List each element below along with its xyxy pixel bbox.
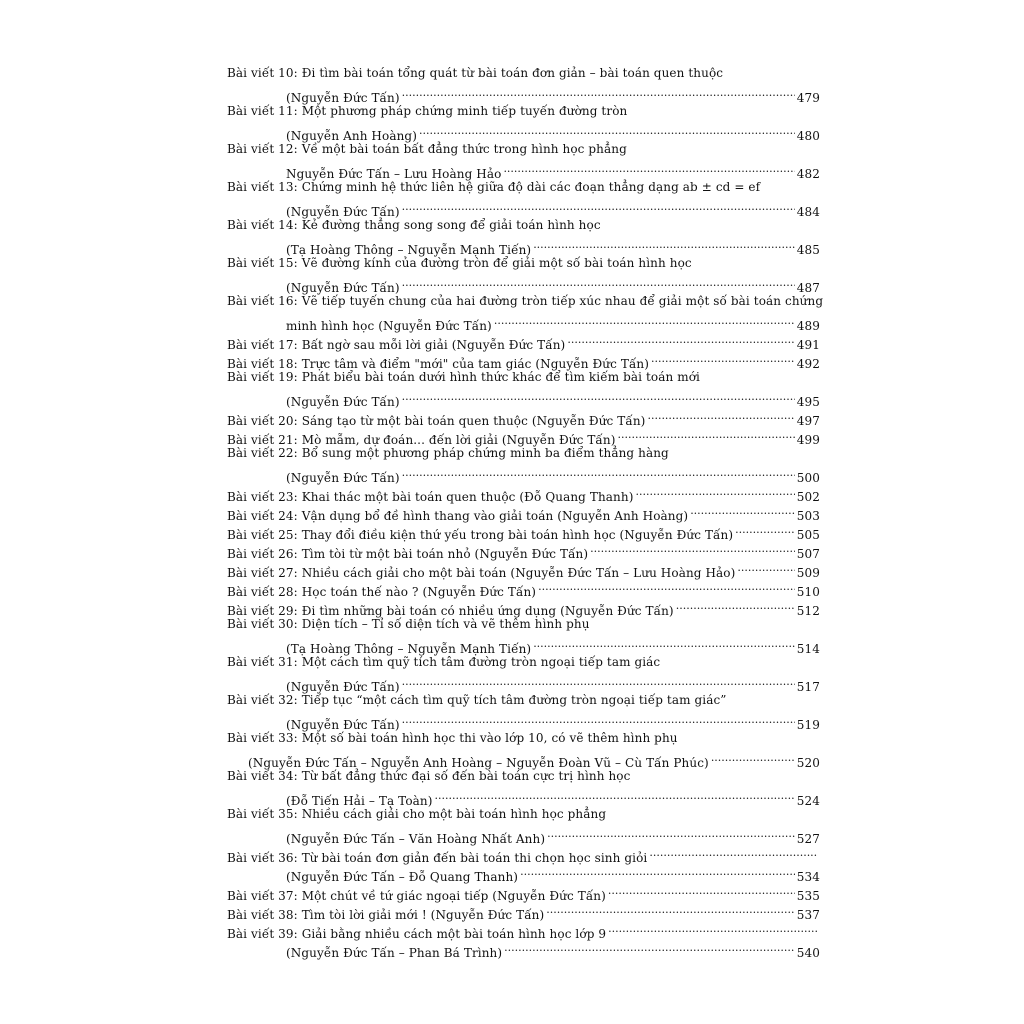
toc-page-number: 509	[796, 566, 820, 580]
leader-dots	[608, 919, 818, 938]
toc-entry-title: Bài viết 28: Học toán thế nào ? (Nguyễn Đức Tấn)	[227, 585, 537, 599]
leader-dots	[503, 159, 794, 178]
leader-dots	[636, 482, 795, 501]
toc-page-number: 489	[796, 319, 820, 333]
toc-page-number: 514	[796, 642, 820, 656]
toc-entry-title: Bài viết 15: Vẽ đường kính của đường tròn để giải một số bài toán hình học	[227, 256, 692, 270]
toc-entry-continuation	[227, 159, 820, 181]
toc-entry-author: (Nguyễn Đức Tấn)	[286, 395, 400, 409]
toc-page-number: 480	[796, 129, 820, 143]
leader-dots	[649, 843, 818, 862]
toc-entry-line	[227, 615, 820, 634]
leader-dots	[435, 786, 795, 805]
leader-dots	[402, 273, 795, 292]
toc-page-number: 524	[796, 794, 820, 808]
toc-page-number: 502	[796, 490, 820, 504]
toc-entry-continuation	[227, 121, 820, 143]
toc-entry-continuation	[227, 710, 820, 732]
toc-entry-title: Bài viết 34: Từ bất đẳng thức đại số đến bài toán cực trị hình học	[227, 769, 631, 783]
toc-page-number: 491	[796, 338, 820, 352]
toc-entry-line	[227, 368, 820, 387]
toc-page-number: 499	[796, 433, 820, 447]
toc-page-number: 512	[796, 604, 820, 618]
toc-entry-author: (Tạ Hoàng Thông – Nguyễn Mạnh Tiến)	[286, 642, 532, 656]
toc-entry-continuation	[227, 83, 820, 105]
leader-dots	[538, 577, 795, 596]
toc-entry-continuation	[227, 235, 820, 257]
toc-entry-line	[227, 64, 820, 83]
toc-entry-line	[227, 653, 820, 672]
leader-dots	[533, 235, 795, 254]
leader-dots	[608, 881, 795, 900]
leader-dots	[504, 938, 795, 957]
toc-page-number: 505	[796, 528, 820, 542]
toc-page-number: 527	[796, 832, 820, 846]
toc-entry-line	[227, 729, 820, 748]
toc-page-number: 519	[796, 718, 820, 732]
toc-entry-author: (Nguyễn Đức Tấn – Đỗ Quang Thanh)	[286, 870, 519, 884]
leader-dots	[494, 311, 795, 330]
leader-dots	[737, 558, 794, 577]
toc-entry-author: (Nguyễn Đức Tấn)	[286, 91, 400, 105]
toc-entry-author: (Nguyễn Đức Tấn)	[286, 471, 400, 485]
leader-dots	[711, 748, 795, 767]
toc-entry-author: (Nguyễn Đức Tấn)	[286, 680, 400, 694]
toc-entry-title: Bài viết 39: Giải bằng nhiều cách một bài toán hình học lớp 9	[227, 927, 607, 941]
leader-dots	[402, 672, 795, 691]
toc-entry-title: Bài viết 38: Tìm tòi lời giải mới ! (Nguyễn Đức Tấn)	[227, 908, 545, 922]
leader-dots	[546, 900, 795, 919]
toc-entry-line	[227, 178, 820, 197]
toc-entry-title: Bài viết 20: Sáng tạo từ một bài toán quen thuộc (Nguyễn Đức Tấn)	[227, 414, 646, 428]
toc-entry-line	[227, 767, 820, 786]
toc-entry-continuation	[227, 311, 820, 333]
toc-page-number: 495	[796, 395, 820, 409]
toc-page-number: 510	[796, 585, 820, 599]
toc-entry-continuation	[227, 634, 820, 656]
toc-page-number: 497	[796, 414, 820, 428]
toc-page-number: 535	[796, 889, 820, 903]
leader-dots	[547, 824, 795, 843]
toc-entry-title: Bài viết 26: Tìm tòi từ một bài toán nhỏ (Nguyễn Đức Tấn)	[227, 547, 589, 561]
toc-page-number: 482	[796, 167, 820, 181]
toc-page-number: 534	[796, 870, 820, 884]
toc-page-number: 484	[796, 205, 820, 219]
toc-entry-line	[227, 102, 820, 121]
toc-entry-author: (Nguyễn Đức Tấn)	[286, 718, 400, 732]
toc-entry-line	[227, 805, 820, 824]
toc-entry-title: Bài viết 30: Diện tích – Tỉ số diện tích và vẽ thêm hình phụ	[227, 617, 590, 631]
toc-entry-title: Bài viết 33: Một số bài toán hình học thi vào lớp 10, có vẽ thêm hình phụ	[227, 731, 678, 745]
leader-dots	[618, 425, 795, 444]
toc-entry-title: Bài viết 37: Một chút về tứ giác ngoại tiếp (Nguyễn Đức Tấn)	[227, 889, 606, 903]
leader-dots	[676, 596, 795, 615]
toc-entry-author: Nguyễn Đức Tấn – Lưu Hoàng Hảo	[286, 167, 502, 181]
toc-entry-author: (Nguyễn Đức Tấn – Văn Hoàng Nhất Anh)	[286, 832, 546, 846]
toc-entry-title: Bài viết 14: Kẻ đường thẳng song song để giải toán hình học	[227, 218, 601, 232]
toc-entry-title: Bài viết 25: Thay đổi điều kiện thứ yếu trong bài toán hình học (Nguyễn Đức Tấn)	[227, 528, 734, 542]
toc-entry-title: Bài viết 10: Đi tìm bài toán tổng quát từ bài toán đơn giản – bài toán quen thuộc	[227, 66, 724, 80]
leader-dots	[735, 520, 795, 539]
toc-entry-title: Bài viết 21: Mò mẫm, dự đoán... đến lời giải (Nguyễn Đức Tấn)	[227, 433, 616, 447]
toc-entry-continuation	[227, 197, 820, 219]
toc-entry-title: Bài viết 11: Một phương pháp chứng minh tiếp tuyến đường tròn	[227, 104, 628, 118]
toc-entry-title: Bài viết 32: Tiếp tục “một cách tìm quỹ tích tâm đường tròn ngoại tiếp tam giác”	[227, 693, 727, 707]
toc-entry-author: (Nguyễn Đức Tấn – Nguyễn Anh Hoàng – Nguyễn Đoàn Vũ – Cù Tấn Phúc)	[248, 756, 709, 770]
toc-entry-line	[227, 254, 820, 273]
toc-entry-title: Bài viết 29: Đi tìm những bài toán có nhiều ứng dụng (Nguyễn Đức Tấn)	[227, 604, 674, 618]
toc-entry-line	[227, 444, 820, 463]
toc-page-number: 520	[796, 756, 820, 770]
leader-dots	[520, 862, 795, 881]
toc-page-number: 540	[796, 946, 820, 960]
toc-page-number: 507	[796, 547, 820, 561]
toc-entry-continuation	[227, 387, 820, 409]
toc-entry-title: Bài viết 27: Nhiều cách giải cho một bài toán (Nguyễn Đức Tấn – Lưu Hoàng Hảo)	[227, 566, 736, 580]
toc-entry-title: Bài viết 36: Từ bài toán đơn giản đến bài toán thi chọn học sinh giỏi	[227, 851, 648, 865]
toc-entry-continuation	[227, 786, 820, 808]
leader-dots	[419, 121, 795, 140]
toc-entry-author: (Đỗ Tiến Hải – Tạ Toàn)	[286, 794, 433, 808]
leader-dots	[402, 463, 795, 482]
toc-page-number: 537	[796, 908, 820, 922]
leader-dots	[533, 634, 795, 653]
table-of-contents	[227, 64, 824, 960]
toc-entry-continuation	[227, 748, 820, 770]
leader-dots	[647, 406, 794, 425]
toc-page-number: 492	[796, 357, 820, 371]
toc-entry-author: (Tạ Hoàng Thông – Nguyễn Mạnh Tiến)	[286, 243, 532, 257]
toc-entry-continuation	[227, 824, 820, 846]
leader-dots	[402, 83, 795, 102]
toc-entry-author: minh hình học (Nguyễn Đức Tấn)	[286, 319, 492, 333]
leader-dots	[590, 539, 795, 558]
leader-dots	[690, 501, 795, 520]
toc-page-number: 487	[796, 281, 820, 295]
toc-entry-title: Bài viết 19: Phát biểu bài toán dưới hình thức khác để tìm kiếm bài toán mới	[227, 370, 700, 384]
leader-dots	[402, 197, 795, 216]
toc-entry-title: Bài viết 18: Trực tâm và điểm "mới" của tam giác (Nguyễn Đức Tấn)	[227, 357, 650, 371]
toc-entry-title: Bài viết 31: Một cách tìm quỹ tích tâm đường tròn ngoại tiếp tam giác	[227, 655, 661, 669]
toc-entry-continuation	[227, 273, 820, 295]
toc-entry-title: Bài viết 24: Vận dụng bổ đề hình thang vào giải toán (Nguyễn Anh Hoàng)	[227, 509, 689, 523]
toc-entry-author: (Nguyễn Đức Tấn – Phan Bá Trình)	[286, 946, 503, 960]
toc-entry-title: Bài viết 12: Về một bài toán bất đẳng thức trong hình học phẳng	[227, 142, 627, 156]
toc-page-number: 503	[796, 509, 820, 523]
toc-page-number: 479	[796, 91, 820, 105]
toc-entry-title: Bài viết 13: Chứng minh hệ thức liên hệ giữa độ dài các đoạn thẳng dạng ab ± cd = ef	[227, 180, 761, 194]
toc-entry-continuation	[227, 672, 820, 694]
toc-entry-title: Bài viết 17: Bất ngờ sau mỗi lời giải (Nguyễn Đức Tấn)	[227, 338, 566, 352]
toc-entry-line	[227, 691, 820, 710]
toc-page-number: 500	[796, 471, 820, 485]
leader-dots	[402, 710, 795, 729]
toc-entry-title: Bài viết 23: Khai thác một bài toán quen thuộc (Đỗ Quang Thanh)	[227, 490, 634, 504]
toc-entry-title: Bài viết 22: Bổ sung một phương pháp chứng minh ba điểm thẳng hàng	[227, 446, 669, 460]
toc-entry-continuation	[227, 463, 820, 485]
leader-dots	[651, 349, 795, 368]
toc-entry-line	[227, 216, 820, 235]
toc-entry-author: (Nguyễn Đức Tấn)	[286, 205, 400, 219]
toc-entry-title: Bài viết 16: Vẽ tiếp tuyến chung của hai đường tròn tiếp xúc nhau để giải một số bài toán chứng	[227, 294, 824, 308]
toc-entry-line	[227, 140, 820, 159]
toc-entry-line	[227, 292, 824, 311]
toc-page-number: 485	[796, 243, 820, 257]
toc-entry-title: Bài viết 35: Nhiều cách giải cho một bài toán hình học phẳng	[227, 807, 607, 821]
toc-page-number: 517	[796, 680, 820, 694]
leader-dots	[567, 330, 794, 349]
leader-dots	[402, 387, 795, 406]
toc-entry-author: (Nguyễn Anh Hoàng)	[286, 129, 417, 143]
toc-entry-author: (Nguyễn Đức Tấn)	[286, 281, 400, 295]
